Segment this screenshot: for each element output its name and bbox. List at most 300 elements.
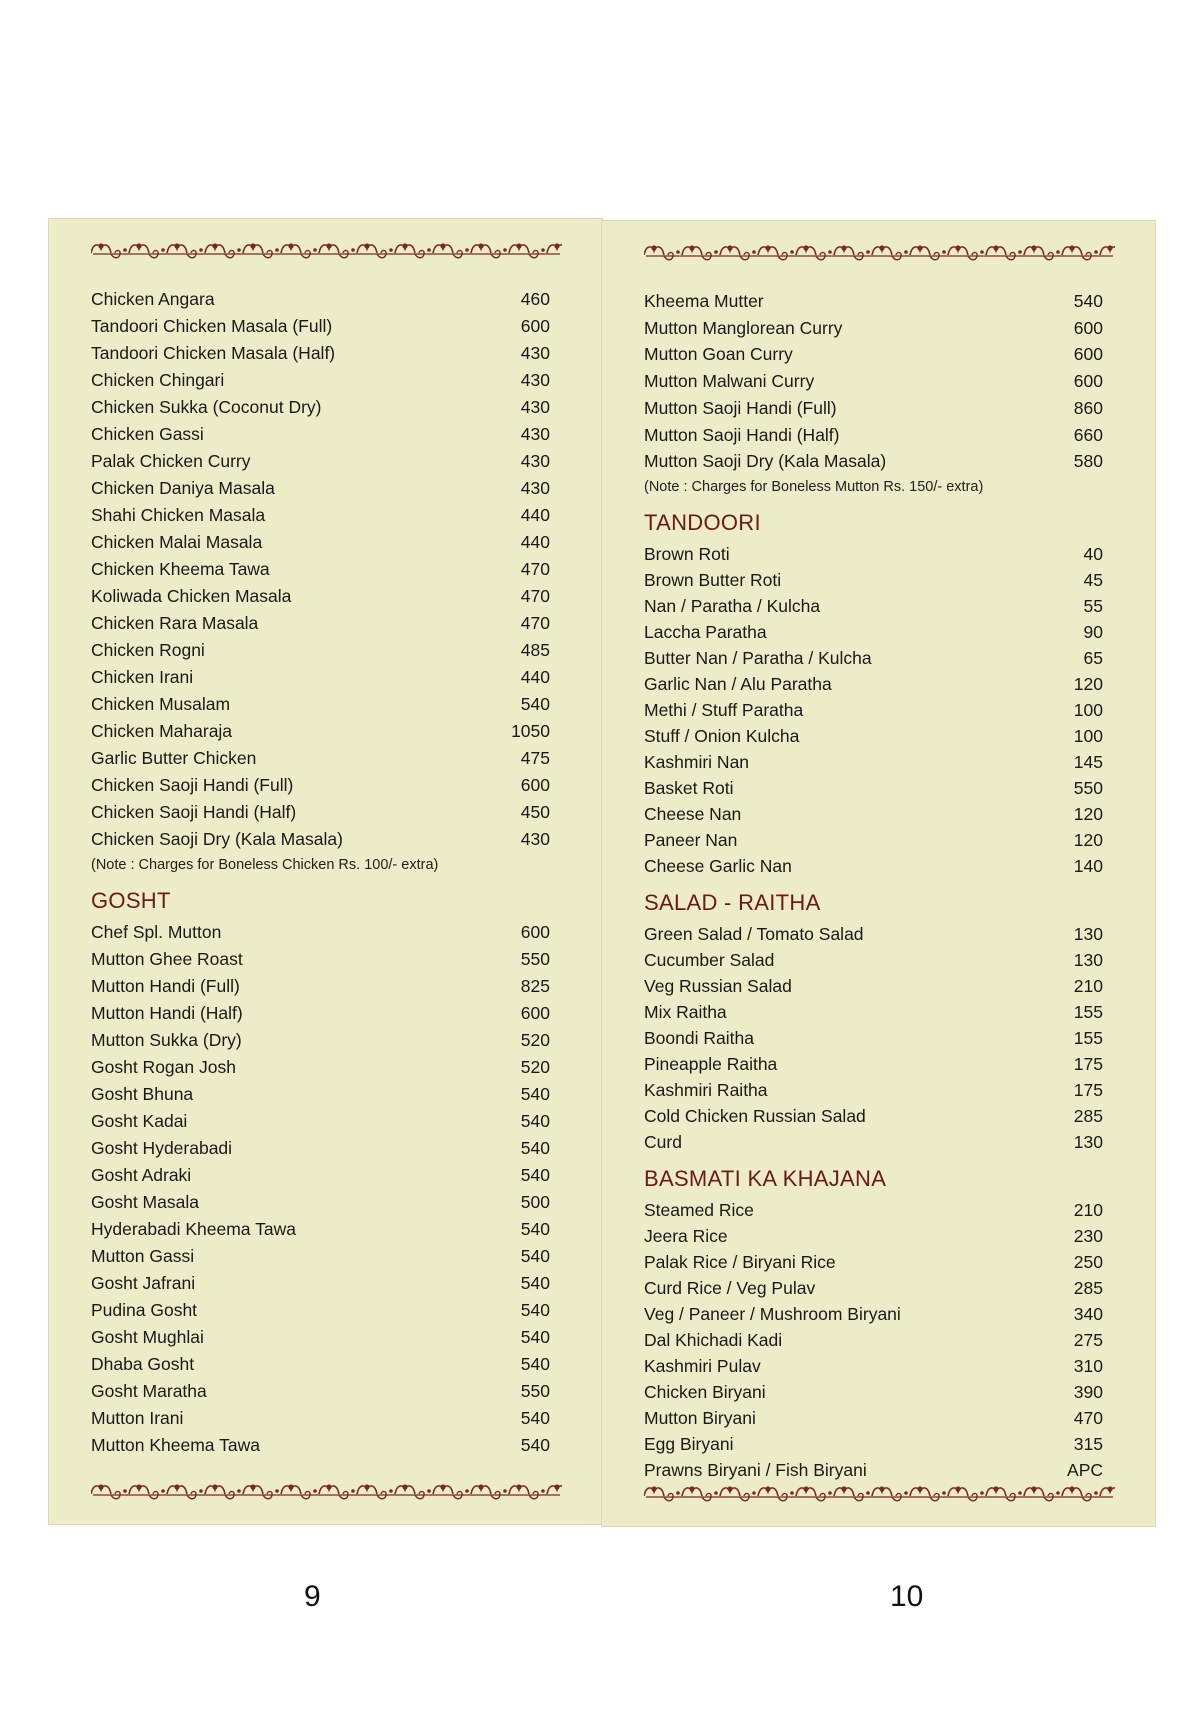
ornament-flourish [758, 245, 794, 259]
menu-item-price: 460 [520, 289, 550, 309]
ornament-flourish [433, 243, 469, 257]
menu-item-name: Mutton Handi (Full) [91, 976, 240, 996]
menu-item-row [91, 1378, 550, 1405]
menu-item-name: Chicken Sukka (Coconut Dry) [91, 397, 322, 417]
menu-item-row [644, 1051, 1103, 1077]
menu-item-row [91, 367, 550, 394]
menu-item-name: Garlic Nan / Alu Paratha [644, 673, 832, 694]
menu-item-price: 600 [1073, 371, 1103, 392]
menu-item-row [91, 1108, 550, 1135]
menu-item-name: Nan / Paratha / Kulcha [644, 595, 821, 616]
menu-item-row [644, 1275, 1103, 1301]
menu-item-price: 175 [1073, 1079, 1103, 1100]
menu-item-row [91, 394, 550, 421]
menu-item-name: Chicken Saoji Handi (Half) [91, 802, 297, 822]
menu-item-price: 550 [520, 1381, 550, 1401]
ornament-flourish [948, 245, 984, 259]
menu-item-name: Kheema Mutter [644, 291, 764, 311]
menu-item-price: 430 [520, 424, 550, 444]
ornament-flourish [986, 1486, 1022, 1500]
menu-item-row [91, 583, 550, 610]
ornament-flourish [644, 245, 680, 259]
menu-item-name: Cucumber Salad [644, 949, 775, 970]
ornament-flourish [243, 243, 279, 257]
menu-item-name: Paneer Nan [644, 829, 738, 850]
menu-item-name: Mutton Goan Curry [644, 344, 793, 365]
ornament-flourish [509, 243, 545, 257]
menu-item-row [91, 529, 550, 556]
menu-item-price: 550 [1073, 777, 1103, 798]
ornament-flourish [167, 1484, 203, 1498]
ornament-flourish [796, 1486, 832, 1500]
ornament-flourish [357, 243, 393, 257]
menu-item-row [91, 1054, 550, 1081]
menu-item-row [644, 448, 1103, 475]
menu-page-right [601, 220, 1156, 1527]
section-title-salad-raitha: SALAD - RAITHA [644, 889, 821, 915]
menu-item-name: Chicken Irani [91, 667, 194, 687]
menu-item-row [644, 853, 1103, 879]
ornament-flourish [395, 243, 431, 257]
menu-item-name: Mutton Kheema Tawa [91, 1435, 260, 1455]
menu-item-price: 540 [520, 1165, 550, 1185]
menu-item-name: Shahi Chicken Masala [91, 505, 266, 525]
menu-item-price: 540 [1073, 291, 1103, 311]
menu-item-name: Prawns Biryani / Fish Biryani [644, 1459, 867, 1480]
menu-item-row [91, 1081, 550, 1108]
menu-item-name: Gosht Hyderabadi [91, 1138, 233, 1158]
menu-item-price: 540 [520, 1273, 550, 1293]
ornament-flourish [509, 1484, 545, 1498]
menu-item-row [91, 313, 550, 340]
menu-item-price: 100 [1073, 725, 1103, 746]
menu-item-name: Cold Chicken Russian Salad [644, 1105, 866, 1126]
menu-item-price: 130 [1073, 949, 1103, 970]
ornament-flourish [205, 1484, 241, 1498]
ornament-flourish [834, 245, 870, 259]
menu-item-price: 90 [1083, 621, 1103, 642]
menu-item-price: 825 [520, 976, 550, 996]
ornament-border-bottom [644, 1482, 1115, 1504]
menu-item-name: Chef Spl. Mutton [91, 922, 222, 942]
menu-item-price: 540 [520, 1219, 550, 1239]
menu-item-price: APC [1067, 1459, 1103, 1480]
menu-item-price: 210 [1073, 1199, 1103, 1220]
menu-item-name: Chicken Rogni [91, 640, 205, 660]
menu-item-row [644, 619, 1103, 645]
menu-item-price: 520 [520, 1030, 550, 1050]
chicken-items-list [91, 286, 550, 853]
menu-item-row [644, 288, 1103, 315]
menu-item-row [644, 368, 1103, 395]
menu-item-row [644, 1077, 1103, 1103]
menu-item-name: Mutton Saoji Dry (Kala Masala) [644, 451, 887, 472]
menu-item-row [644, 422, 1103, 449]
menu-item-name: Gosht Bhuna [91, 1084, 194, 1104]
basmati-items-list [644, 1197, 1103, 1483]
menu-item-name: Chicken Daniya Masala [91, 478, 275, 498]
menu-item-row [91, 1216, 550, 1243]
menu-item-name: Laccha Paratha [644, 621, 767, 642]
menu-item-name: Tandoori Chicken Masala (Full) [91, 316, 333, 336]
menu-item-name: Jeera Rice [644, 1225, 728, 1246]
menu-item-price: 120 [1073, 803, 1103, 824]
menu-item-name: Dal Khichadi Kadi [644, 1329, 783, 1350]
menu-item-name: Mutton Sukka (Dry) [91, 1030, 242, 1050]
ornament-flourish [547, 1484, 562, 1498]
menu-item-price: 600 [1073, 344, 1103, 365]
menu-item-name: Butter Nan / Paratha / Kulcha [644, 647, 872, 668]
menu-item-row [644, 1249, 1103, 1275]
menu-item-row [644, 645, 1103, 671]
menu-item-name: Cheese Garlic Nan [644, 855, 792, 876]
menu-item-name: Mutton Manglorean Curry [644, 317, 843, 338]
menu-item-name: Gosht Masala [91, 1192, 199, 1212]
menu-item-price: 130 [1073, 1131, 1103, 1152]
menu-item-price: 250 [1073, 1251, 1103, 1272]
menu-item-price: 40 [1083, 543, 1103, 564]
menu-item-price: 140 [1073, 855, 1103, 876]
menu-item-name: Mix Raitha [644, 1001, 727, 1022]
menu-item-price: 275 [1073, 1329, 1103, 1350]
menu-item-name: Mutton Handi (Half) [91, 1003, 243, 1023]
menu-item-price: 600 [520, 922, 550, 942]
menu-item-row [91, 610, 550, 637]
menu-item-price: 500 [520, 1192, 550, 1212]
menu-item-row [644, 999, 1103, 1025]
menu-item-row [644, 697, 1103, 723]
menu-item-price: 540 [520, 1327, 550, 1347]
menu-item-row [91, 1270, 550, 1297]
menu-item-name: Veg Russian Salad [644, 975, 792, 996]
menu-item-name: Palak Chicken Curry [91, 451, 251, 471]
menu-item-price: 600 [520, 775, 550, 795]
menu-item-price: 430 [520, 451, 550, 471]
ornament-flourish [872, 245, 908, 259]
menu-item-row [644, 775, 1103, 801]
menu-item-name: Mutton Malwani Curry [644, 371, 815, 392]
menu-item-row [644, 801, 1103, 827]
menu-item-name: Chicken Malai Masala [91, 532, 263, 552]
menu-item-name: Tandoori Chicken Masala (Half) [91, 343, 336, 363]
menu-item-price: 540 [520, 1435, 550, 1455]
menu-item-row [644, 1379, 1103, 1405]
ornament-flourish [243, 1484, 279, 1498]
menu-item-price: 340 [1073, 1303, 1103, 1324]
menu-item-row [644, 395, 1103, 422]
boneless-chicken-note: (Note : Charges for Boneless Chicken Rs. 100/- extra) [91, 857, 439, 873]
menu-item-name: Gosht Adraki [91, 1165, 192, 1185]
section-title-tandoori: TANDOORI [644, 509, 761, 535]
menu-item-price: 430 [520, 343, 550, 363]
menu-page-left [48, 218, 603, 1525]
menu-item-price: 450 [520, 802, 550, 822]
menu-item-price: 440 [520, 532, 550, 552]
menu-item-name: Chicken Gassi [91, 424, 204, 444]
menu-item-price: 285 [1073, 1277, 1103, 1298]
ornament-flourish [433, 1484, 469, 1498]
menu-item-name: Chicken Rara Masala [91, 613, 259, 633]
menu-item-name: Kashmiri Raitha [644, 1079, 768, 1100]
ornament-flourish [319, 243, 355, 257]
ornament-flourish [720, 245, 756, 259]
ornament-flourish [91, 1484, 127, 1498]
menu-item-name: Palak Rice / Biryani Rice [644, 1251, 836, 1272]
menu-item-price: 660 [1073, 424, 1103, 445]
menu-item-row [644, 315, 1103, 342]
ornament-flourish [281, 243, 317, 257]
ornament-flourish [547, 243, 562, 257]
ornament-flourish [682, 1486, 718, 1500]
menu-item-row [644, 973, 1103, 999]
menu-item-row [644, 567, 1103, 593]
ornament-flourish [319, 1484, 355, 1498]
menu-item-row [91, 946, 550, 973]
ornament-flourish [205, 243, 241, 257]
menu-item-price: 175 [1073, 1053, 1103, 1074]
menu-item-name: Steamed Rice [644, 1199, 754, 1220]
menu-item-row [644, 671, 1103, 697]
menu-item-name: Gosht Mughlai [91, 1327, 204, 1347]
menu-item-name: Gosht Kadai [91, 1111, 188, 1131]
menu-item-price: 130 [1073, 923, 1103, 944]
menu-item-price: 120 [1073, 829, 1103, 850]
menu-item-price: 550 [520, 949, 550, 969]
menu-item-price: 430 [520, 370, 550, 390]
menu-item-name: Pineapple Raitha [644, 1053, 778, 1074]
menu-item-price: 540 [520, 1246, 550, 1266]
ornament-flourish [395, 1484, 431, 1498]
menu-item-name: Curd Rice / Veg Pulav [644, 1277, 816, 1298]
menu-item-price: 470 [520, 559, 550, 579]
ornament-border-top [91, 239, 562, 261]
menu-item-name: Chicken Maharaja [91, 721, 233, 741]
menu-item-name: Mutton Saoji Handi (Half) [644, 424, 840, 445]
menu-item-row [91, 502, 550, 529]
menu-item-price: 540 [520, 1300, 550, 1320]
menu-item-row [91, 1135, 550, 1162]
menu-item-row [644, 341, 1103, 368]
menu-item-name: Garlic Butter Chicken [91, 748, 257, 768]
menu-item-price: 430 [520, 397, 550, 417]
menu-item-row [91, 448, 550, 475]
menu-item-row [644, 1327, 1103, 1353]
menu-item-name: Chicken Saoji Dry (Kala Masala) [91, 829, 343, 849]
menu-content-left [91, 286, 550, 1459]
menu-item-row [91, 718, 550, 745]
menu-item-name: Mutton Gassi [91, 1246, 195, 1266]
menu-item-price: 440 [520, 667, 550, 687]
ornament-flourish [471, 243, 507, 257]
menu-item-name: Chicken Angara [91, 289, 215, 309]
menu-item-price: 470 [1073, 1407, 1103, 1428]
menu-item-name: Brown Butter Roti [644, 569, 782, 590]
ornament-flourish [644, 1486, 680, 1500]
ornament-flourish [758, 1486, 794, 1500]
menu-item-row [644, 1197, 1103, 1223]
ornament-flourish [720, 1486, 756, 1500]
menu-item-price: 1050 [511, 721, 550, 741]
menu-item-price: 540 [520, 694, 550, 714]
ornament-flourish [357, 1484, 393, 1498]
menu-item-name: Kashmiri Pulav [644, 1355, 761, 1376]
menu-item-name: Gosht Jafrani [91, 1273, 196, 1293]
ornament-flourish [91, 243, 127, 257]
menu-item-price: 390 [1073, 1381, 1103, 1402]
menu-item-name: Kashmiri Nan [644, 751, 750, 772]
menu-item-row [91, 1297, 550, 1324]
menu-item-row [644, 827, 1103, 853]
menu-item-price: 55 [1083, 595, 1103, 616]
menu-item-name: Veg / Paneer / Mushroom Biryani [644, 1303, 901, 1324]
menu-item-row [91, 799, 550, 826]
ornament-flourish [1062, 245, 1098, 259]
menu-item-row [91, 745, 550, 772]
menu-item-name: Chicken Biryani [644, 1381, 766, 1402]
ornament-flourish [682, 245, 718, 259]
menu-item-row [644, 749, 1103, 775]
menu-item-row [91, 475, 550, 502]
menu-item-price: 155 [1073, 1027, 1103, 1048]
menu-item-row [644, 1301, 1103, 1327]
menu-item-price: 310 [1073, 1355, 1103, 1376]
gosht-items-list [91, 919, 550, 1459]
menu-item-row [91, 1351, 550, 1378]
ornament-flourish [1024, 245, 1060, 259]
ornament-flourish [1024, 1486, 1060, 1500]
menu-item-row [644, 921, 1103, 947]
menu-item-row [91, 772, 550, 799]
menu-item-price: 475 [520, 748, 550, 768]
menu-item-name: Stuff / Onion Kulcha [644, 725, 800, 746]
menu-item-price: 155 [1073, 1001, 1103, 1022]
menu-item-name: Dhaba Gosht [91, 1354, 195, 1374]
menu-item-price: 540 [520, 1111, 550, 1131]
salad-items-list [644, 921, 1103, 1155]
menu-item-row [91, 1405, 550, 1432]
menu-item-row [644, 723, 1103, 749]
menu-item-row [644, 1431, 1103, 1457]
ornament-flourish [872, 1486, 908, 1500]
menu-item-row [91, 556, 550, 583]
menu-item-row [91, 1162, 550, 1189]
menu-item-price: 540 [520, 1408, 550, 1428]
menu-content-right [644, 288, 1103, 1483]
menu-item-name: Egg Biryani [644, 1433, 734, 1454]
menu-item-row [644, 1353, 1103, 1379]
ornament-flourish [1062, 1486, 1098, 1500]
menu-item-row [644, 1025, 1103, 1051]
ornament-flourish [986, 245, 1022, 259]
menu-item-price: 100 [1073, 699, 1103, 720]
ornament-flourish [796, 245, 832, 259]
menu-item-name: Mutton Irani [91, 1408, 184, 1428]
menu-item-name: Gosht Maratha [91, 1381, 207, 1401]
menu-item-row [644, 1129, 1103, 1155]
menu-item-name: Chicken Musalam [91, 694, 231, 714]
menu-item-price: 540 [520, 1138, 550, 1158]
section-title-basmati: BASMATI KA KHAJANA [644, 1165, 887, 1191]
menu-item-name: Chicken Saoji Handi (Full) [91, 775, 294, 795]
section-title-gosht: GOSHT [91, 888, 171, 913]
menu-item-name: Green Salad / Tomato Salad [644, 923, 864, 944]
menu-item-row [91, 664, 550, 691]
menu-item-name: Mutton Saoji Handi (Full) [644, 397, 837, 418]
menu-item-row [91, 1324, 550, 1351]
menu-item-price: 520 [520, 1057, 550, 1077]
tandoori-items-list [644, 541, 1103, 879]
menu-item-row [644, 1405, 1103, 1431]
menu-item-price: 120 [1073, 673, 1103, 694]
boneless-mutton-note: (Note : Charges for Boneless Mutton Rs. 150/- extra) [644, 478, 984, 495]
menu-item-row [91, 1189, 550, 1216]
menu-item-price: 600 [1073, 317, 1103, 338]
menu-item-name: Mutton Biryani [644, 1407, 756, 1428]
ornament-border-bottom [91, 1480, 562, 1502]
menu-item-name: Mutton Ghee Roast [91, 949, 243, 969]
ornament-flourish [1100, 1486, 1115, 1500]
ornament-flourish [910, 1486, 946, 1500]
page-number-left: 9 [304, 1580, 321, 1613]
menu-item-price: 600 [520, 1003, 550, 1023]
ornament-flourish [167, 243, 203, 257]
menu-item-row [644, 1103, 1103, 1129]
ornament-border-top [644, 241, 1115, 263]
menu-item-price: 65 [1083, 647, 1103, 668]
menu-item-price: 210 [1073, 975, 1103, 996]
menu-item-name: Gosht Rogan Josh [91, 1057, 236, 1077]
menu-item-price: 430 [520, 829, 550, 849]
menu-item-price: 440 [520, 505, 550, 525]
menu-item-row [644, 1223, 1103, 1249]
ornament-flourish [910, 245, 946, 259]
menu-item-price: 230 [1073, 1225, 1103, 1246]
menu-item-row [644, 1457, 1103, 1483]
menu-item-name: Pudina Gosht [91, 1300, 198, 1320]
menu-item-price: 580 [1073, 451, 1103, 472]
menu-item-row [91, 340, 550, 367]
menu-item-price: 540 [520, 1084, 550, 1104]
ornament-flourish [281, 1484, 317, 1498]
ornament-flourish [129, 243, 165, 257]
menu-item-row [91, 973, 550, 1000]
menu-item-row [91, 421, 550, 448]
menu-item-row [644, 947, 1103, 973]
menu-item-name: Curd [644, 1131, 682, 1152]
menu-item-row [91, 1027, 550, 1054]
ornament-flourish [471, 1484, 507, 1498]
page-number-right: 10 [890, 1580, 924, 1613]
menu-item-row [644, 593, 1103, 619]
menu-item-price: 285 [1073, 1105, 1103, 1126]
mutton-items-list [644, 288, 1103, 475]
menu-item-price: 145 [1073, 751, 1103, 772]
ornament-flourish [948, 1486, 984, 1500]
menu-item-price: 315 [1073, 1433, 1103, 1454]
menu-item-price: 860 [1073, 397, 1103, 418]
menu-item-name: Methi / Stuff Paratha [644, 699, 804, 720]
menu-item-row [91, 1243, 550, 1270]
menu-item-price: 470 [520, 613, 550, 633]
menu-item-row [91, 691, 550, 718]
menu-item-price: 470 [520, 586, 550, 606]
menu-item-row [91, 826, 550, 853]
menu-item-name: Basket Roti [644, 777, 734, 798]
menu-item-name: Hyderabadi Kheema Tawa [91, 1219, 296, 1239]
menu-item-name: Chicken Kheema Tawa [91, 559, 270, 579]
menu-item-name: Brown Roti [644, 543, 730, 564]
ornament-flourish [834, 1486, 870, 1500]
